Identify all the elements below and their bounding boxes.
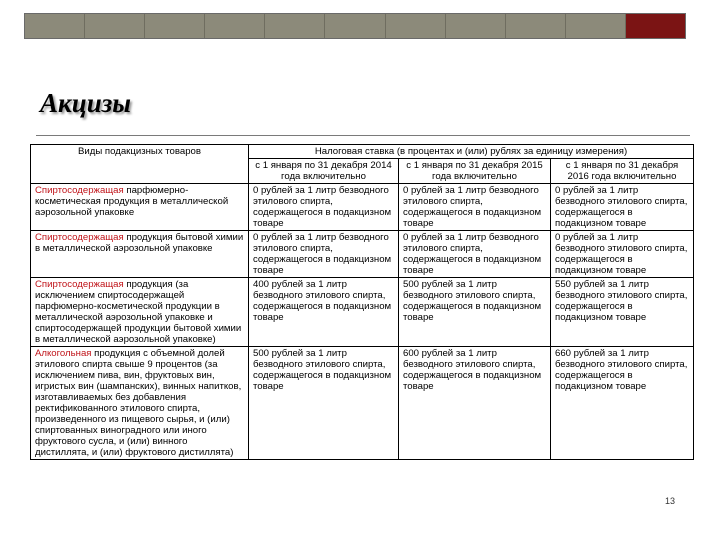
rate-cell: 400 рублей за 1 литр безводного этилового спирта, содержащегося в подакцизном товаре bbox=[249, 278, 399, 347]
goods-cell bbox=[31, 347, 249, 460]
table-row bbox=[31, 347, 694, 460]
slide-title: Акцизы bbox=[40, 88, 131, 118]
top-bar-segment bbox=[265, 14, 325, 38]
rate-cell: 0 рублей за 1 литр безводного этилового спирта, содержащегося в подакцизном товаре bbox=[399, 184, 551, 231]
goods-cell bbox=[31, 231, 249, 278]
goods-text: продукция с объемной долей этилового спирта свыше 9 процентов (за исключением пива, вин, фруктовых вин, игристых вин (шампанских), винных напитков, изготавливаемых без добавления ректификованного этилового спирта, произведенного из пищевого сырья, и (или) спиртованных виноградного или иного фруктового сусла, и (или) винного дистиллята, и (или) фруктового дистиллята) bbox=[35, 348, 242, 458]
goods-text: продукция бытовой химии в металлической аэрозольной упаковке bbox=[35, 232, 244, 254]
top-bar-segment bbox=[25, 14, 85, 38]
top-bar-segment bbox=[566, 14, 626, 38]
header-period-2015: с 1 января по 31 декабря 2015 года включительно bbox=[399, 159, 551, 184]
top-bar-segment bbox=[386, 14, 446, 38]
rate-cell: 600 рублей за 1 литр безводного этилового спирта, содержащегося в подакцизном товаре bbox=[399, 347, 551, 460]
rate-cell: 500 рублей за 1 литр безводного этилового спирта, содержащегося в подакцизном товаре bbox=[399, 278, 551, 347]
header-period-2014: с 1 января по 31 декабря 2014 года включительно bbox=[249, 159, 399, 184]
goods-highlight: Алкогольная bbox=[35, 348, 92, 359]
title-divider bbox=[36, 135, 690, 136]
top-bar-segment bbox=[325, 14, 385, 38]
top-bar-segment bbox=[145, 14, 205, 38]
excise-rates-table bbox=[30, 144, 694, 460]
goods-highlight: Спиртосодержащая bbox=[35, 232, 124, 243]
header-goods: Виды подакцизных товаров bbox=[31, 145, 249, 184]
goods-cell bbox=[31, 184, 249, 231]
rate-cell: 660 рублей за 1 литр безводного этилового спирта, содержащегося в подакцизном товаре bbox=[551, 347, 694, 460]
rate-cell: 0 рублей за 1 литр безводного этилового спирта, содержащегося в подакцизном товаре bbox=[399, 231, 551, 278]
table-row bbox=[31, 184, 694, 231]
table-header-row bbox=[31, 145, 694, 159]
rate-cell: 0 рублей за 1 литр безводного этилового спирта, содержащегося в подакцизном товаре bbox=[249, 231, 399, 278]
page-number: 13 bbox=[665, 496, 676, 506]
goods-highlight: Спиртосодержащая bbox=[35, 279, 124, 290]
table-row bbox=[31, 278, 694, 347]
goods-text: парфюмерно-косметическая продукция в металлической аэрозольной упаковке bbox=[35, 185, 229, 218]
goods-highlight: Спиртосодержащая bbox=[35, 185, 124, 196]
rate-cell: 0 рублей за 1 литр безводного этилового спирта, содержащегося в подакцизном товаре bbox=[551, 231, 694, 278]
header-period-2016: с 1 января по 31 декабря 2016 года включительно bbox=[551, 159, 694, 184]
goods-cell bbox=[31, 278, 249, 347]
goods-text: продукция (за исключением спиртосодержащей парфюмерно-косметической продукции в металлической аэрозольной упаковке и спиртосодержащей продукции бытовой химии в металлической аэрозольной упаковке) bbox=[35, 279, 242, 345]
table-row bbox=[31, 231, 694, 278]
top-bar-segment bbox=[506, 14, 566, 38]
rate-cell: 550 рублей за 1 литр безводного этилового спирта, содержащегося в подакцизном товаре bbox=[551, 278, 694, 347]
top-bar-accent-segment bbox=[626, 14, 685, 38]
top-bar-segment bbox=[205, 14, 265, 38]
rate-cell: 500 рублей за 1 литр безводного этилового спирта, содержащегося в подакцизном товаре bbox=[249, 347, 399, 460]
top-bar-segment bbox=[85, 14, 145, 38]
rate-cell: 0 рублей за 1 литр безводного этилового спирта, содержащегося в подакцизном товаре bbox=[249, 184, 399, 231]
top-bar-segment bbox=[446, 14, 506, 38]
rate-cell: 0 рублей за 1 литр безводного этилового спирта, содержащегося в подакцизном товаре bbox=[551, 184, 694, 231]
slide-top-bar bbox=[24, 13, 686, 39]
header-rate: Налоговая ставка (в процентах и (или) рублях за единицу измерения) bbox=[249, 145, 694, 159]
